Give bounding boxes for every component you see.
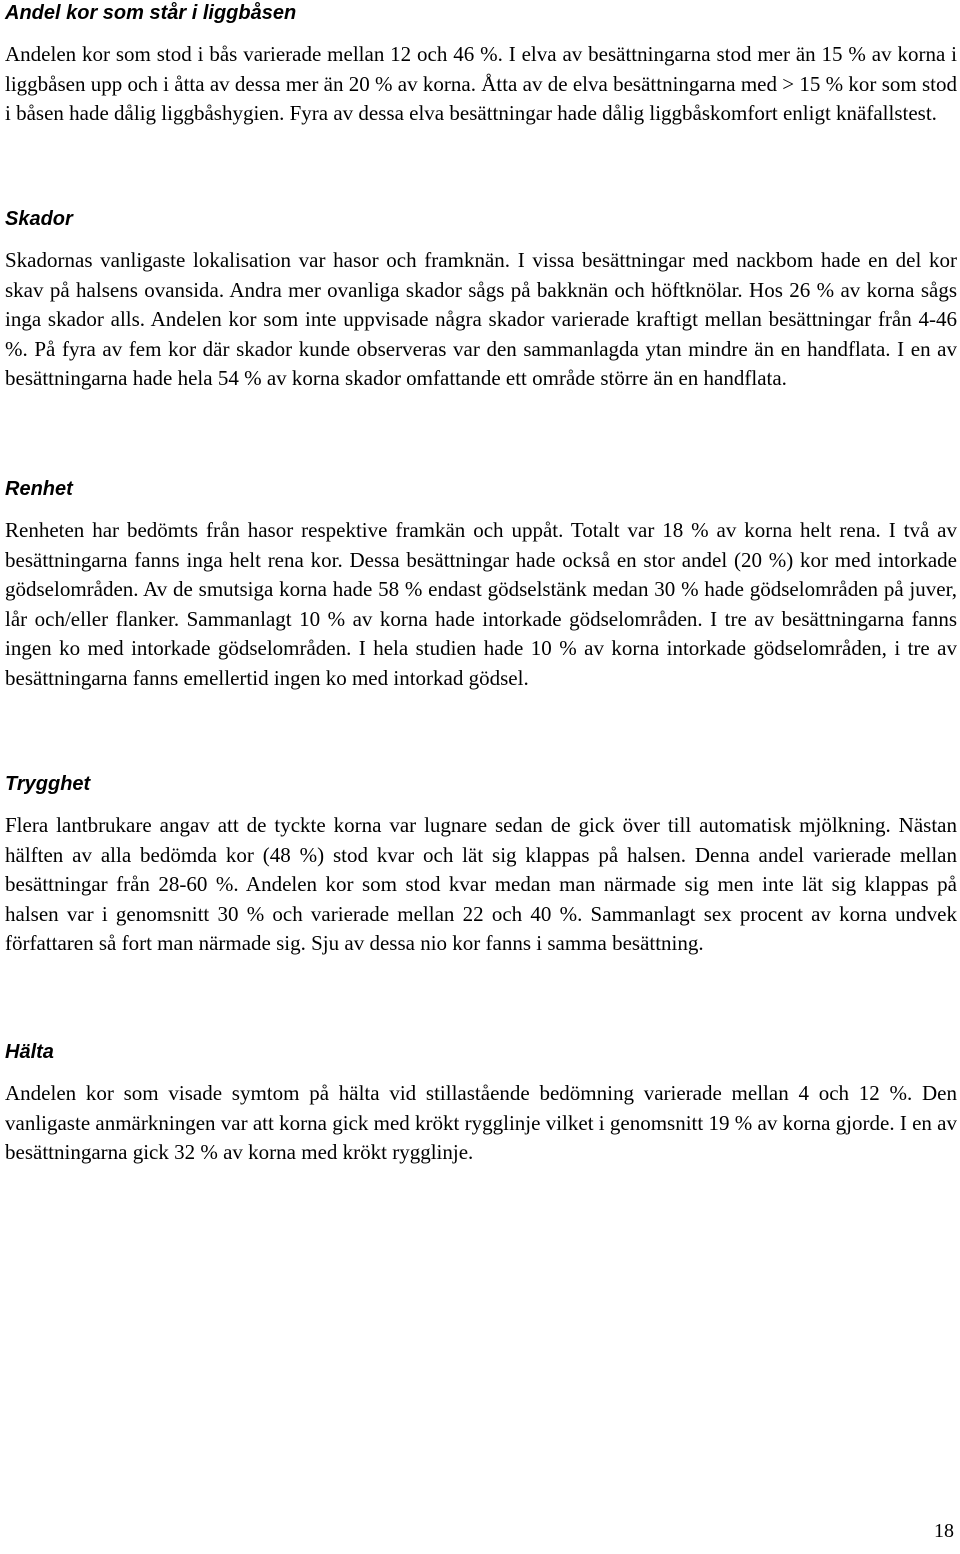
section-body: Andelen kor som visade symtom på hälta vid stillastående bedömning varierade mellan 4 och 12 %. Den vanligaste anmärkningen var att korna gick med krökt rygglinje vilket i genomsnitt 19 % av korna gjorde. I en av besättningarna gick 32 % av korna med krökt rygglinje. — [5, 1081, 957, 1164]
section-standing-cows — [5, 0, 957, 129]
section-injuries — [5, 206, 957, 394]
section-body: Flera lantbrukare angav att de tyckte korna var lugnare sedan de gick över till automatisk mjölkning. Nästan hälften av alla bedömda kor (48 %) stod kvar och lät sig klappas på halsen. Denna andel varierade mellan besättningar från 28-60 %. Andelen kor som stod kvar medan man närmade sig men inte lät sig klappas på halsen var i genomsnitt 30 % och varierade mellan 22 och 40 %. Sammanlagt sex procent av korna undvek författaren så fort man närmade sig. Sju av dessa nio kor fanns i samma besättning. — [5, 813, 957, 955]
section-safety — [5, 771, 957, 959]
section-heading: Trygghet — [5, 773, 91, 795]
section-cleanliness — [5, 476, 957, 693]
section-body: Andelen kor som stod i bås varierade mellan 12 och 46 %. I elva av besättningarna stod mer än 15 % av korna i liggbåsen upp och i åtta av dessa mer än 20 % av korna. Åtta av de elva besättningarna med > 15 % kor som stod i båsen hade dålig liggbåshygien. Fyra av dessa elva besättningar hade dålig liggbåskomfort enligt knäfallstest. — [5, 42, 957, 125]
section-heading: Renhet — [5, 478, 73, 500]
section-lameness — [5, 1039, 957, 1168]
section-body: Renheten har bedömts från hasor respektive framkän och uppåt. Totalt var 18 % av korna helt rena. I två av besättningarna fanns inga helt rena kor. Dessa besättningar hade också en stor andel (20 %) kor med intorkade gödselområden. Av de smutsiga korna hade 58 % endast gödselstänk medan 30 % hade gödselområden på juver, lår och/eller flanker. Sammanlagt 10 % av korna hade intorkade gödselområden. I tre av besättningarna fanns ingen ko med intorkade gödselområden. I hela studien hade 10 % av korna intorkade gödselområden, i tre av besättningarna fanns emellertid ingen ko med intorkad gödsel. — [5, 518, 957, 690]
section-body: Skadornas vanligaste lokalisation var hasor och framknän. I vissa besättningar med nackbom hade en del kor skav på halsens ovansida. Andra mer ovanliga skador sågs på bakknän och höftknölar. Hos 26 % av korna sågs inga skador alls. Andelen kor som inte uppvisade några skador varierade kraftigt mellan besättningar från 4-46 %. På fyra av fem kor där skador kunde observeras var den sammanlagda ytan mindre än en handflata. I en av besättningarna hade hela 54 % av korna skador omfattande ett område större än en handflata. — [5, 248, 957, 390]
section-heading: Hälta — [5, 1041, 54, 1063]
section-heading: Skador — [5, 208, 73, 230]
page-number: 18 — [934, 1520, 954, 1542]
section-heading: Andel kor som står i liggbåsen — [5, 2, 297, 24]
